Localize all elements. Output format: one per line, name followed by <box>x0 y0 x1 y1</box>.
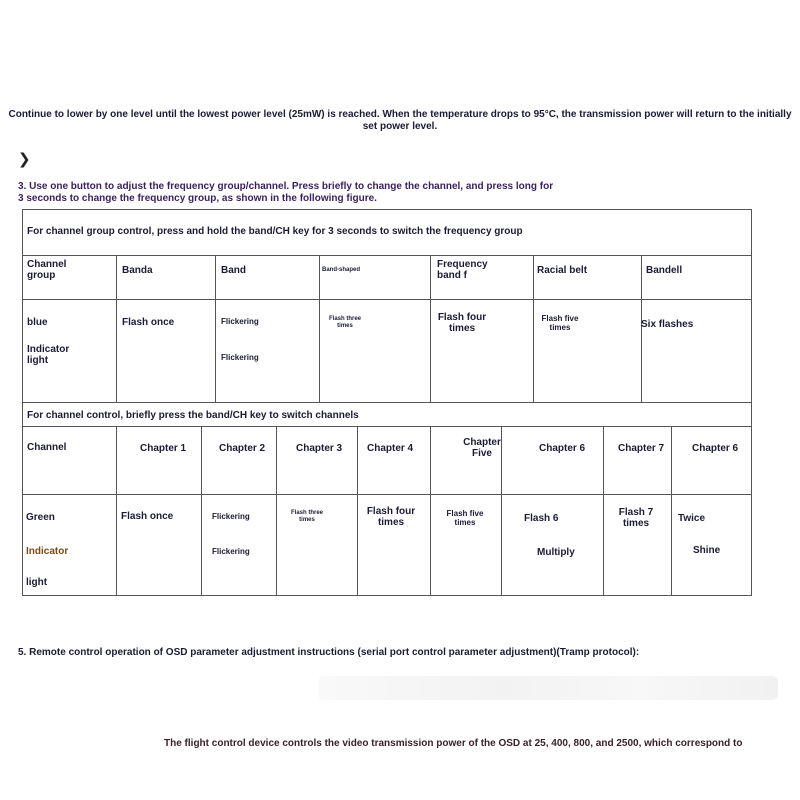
table-line <box>22 494 751 495</box>
group-row-cell: Flickering <box>221 317 259 326</box>
group-row-cell: Six flashes <box>641 319 694 330</box>
header-cell: Bandell <box>646 265 683 276</box>
table-line <box>357 426 358 595</box>
channel-caption: For channel control, briefly press the band/CH key to switch channels <box>27 410 359 421</box>
bottom-paragraph: The flight control device controls the video transmission power of the OSD at 25, 400, 800, and 2500, which correspond to <box>164 738 743 749</box>
channel-row-cell: Shine <box>693 545 721 556</box>
header-cell: Band-shaped <box>322 267 361 273</box>
table-line <box>116 255 117 402</box>
header-cell: Channel group <box>27 259 67 281</box>
channel-row-cell: Flash once <box>121 511 174 522</box>
section-3-heading: 3. Use one button to adjust the frequency group/channel. Press briefly to change the channel, and press long for 3 seconds to change the frequency group, as shown in the following figure. <box>18 181 554 204</box>
header-cell: Frequency band f <box>437 259 488 281</box>
channel-row-cell: Twice <box>678 513 706 524</box>
channel-row-cell: Indicator <box>26 546 69 557</box>
header-cell: Channel <box>27 442 67 453</box>
header-cell: Chapter 2 <box>219 443 266 454</box>
channel-row-cell: Flash five times <box>446 509 484 527</box>
table-line <box>430 255 431 402</box>
table-line <box>319 255 320 402</box>
channel-row-cell: Multiply <box>537 547 575 558</box>
channel-row-cell: Flash four times <box>366 506 416 528</box>
table-line <box>22 402 751 403</box>
group-caption: For channel group control, press and hold the band/CH key for 3 seconds to switch the frequency group <box>27 226 523 237</box>
chevron-icon: ❯ <box>18 151 31 168</box>
table-line <box>603 426 604 595</box>
header-cell: Chapter 6 <box>539 443 586 454</box>
table-line <box>276 426 277 595</box>
header-cell: Chapter 6 <box>692 443 739 454</box>
intro-paragraph: Continue to lower by one level until the lowest power level (25mW) is reached. When the temperature drops to 95°C, the transmission power will return to the initially set power level. <box>8 109 792 132</box>
header-cell: Racial belt <box>537 265 588 276</box>
group-row-cell: Flash five times <box>541 314 579 332</box>
table-line <box>201 426 202 595</box>
table-line <box>430 426 431 595</box>
header-cell: Chapter 7 <box>618 443 665 454</box>
header-cell: Chapter 4 <box>367 443 414 454</box>
header-cell: Band <box>221 265 246 276</box>
channel-row-cell: Flickering <box>212 547 250 556</box>
group-row-cell: Flash three times <box>328 316 361 329</box>
group-row-cell: blue <box>27 317 48 328</box>
table-line <box>116 426 117 595</box>
table-line <box>671 426 672 595</box>
channel-row-cell: Green <box>26 512 55 523</box>
blurred-region <box>318 676 778 700</box>
group-row-cell: Indicator light <box>27 344 70 366</box>
channel-row-cell: Flash 7 times <box>618 507 654 529</box>
header-cell: Chapter Five <box>463 437 501 459</box>
channel-row-cell: Flickering <box>212 512 250 521</box>
group-row-cell: Flash four times <box>437 312 487 334</box>
section-5-heading: 5. Remote control operation of OSD parameter adjustment instructions (serial port control parameter adjustment)(Tramp protocol): <box>18 647 640 658</box>
table-line <box>751 209 752 596</box>
table-line <box>22 595 751 596</box>
group-row-cell: Flash once <box>122 317 175 328</box>
header-cell: Chapter 3 <box>296 443 343 454</box>
table-line <box>215 255 216 402</box>
table-line <box>22 426 751 427</box>
table-line <box>22 209 23 596</box>
group-row-cell: Flickering <box>221 353 259 362</box>
table-line <box>533 255 534 402</box>
channel-row-cell: Flash three times <box>290 510 323 523</box>
channel-row-cell: light <box>26 577 48 588</box>
header-cell: Banda <box>122 265 153 276</box>
header-cell: Chapter 1 <box>140 443 187 454</box>
channel-row-cell: Flash 6 <box>524 513 559 524</box>
table-line <box>22 209 751 210</box>
